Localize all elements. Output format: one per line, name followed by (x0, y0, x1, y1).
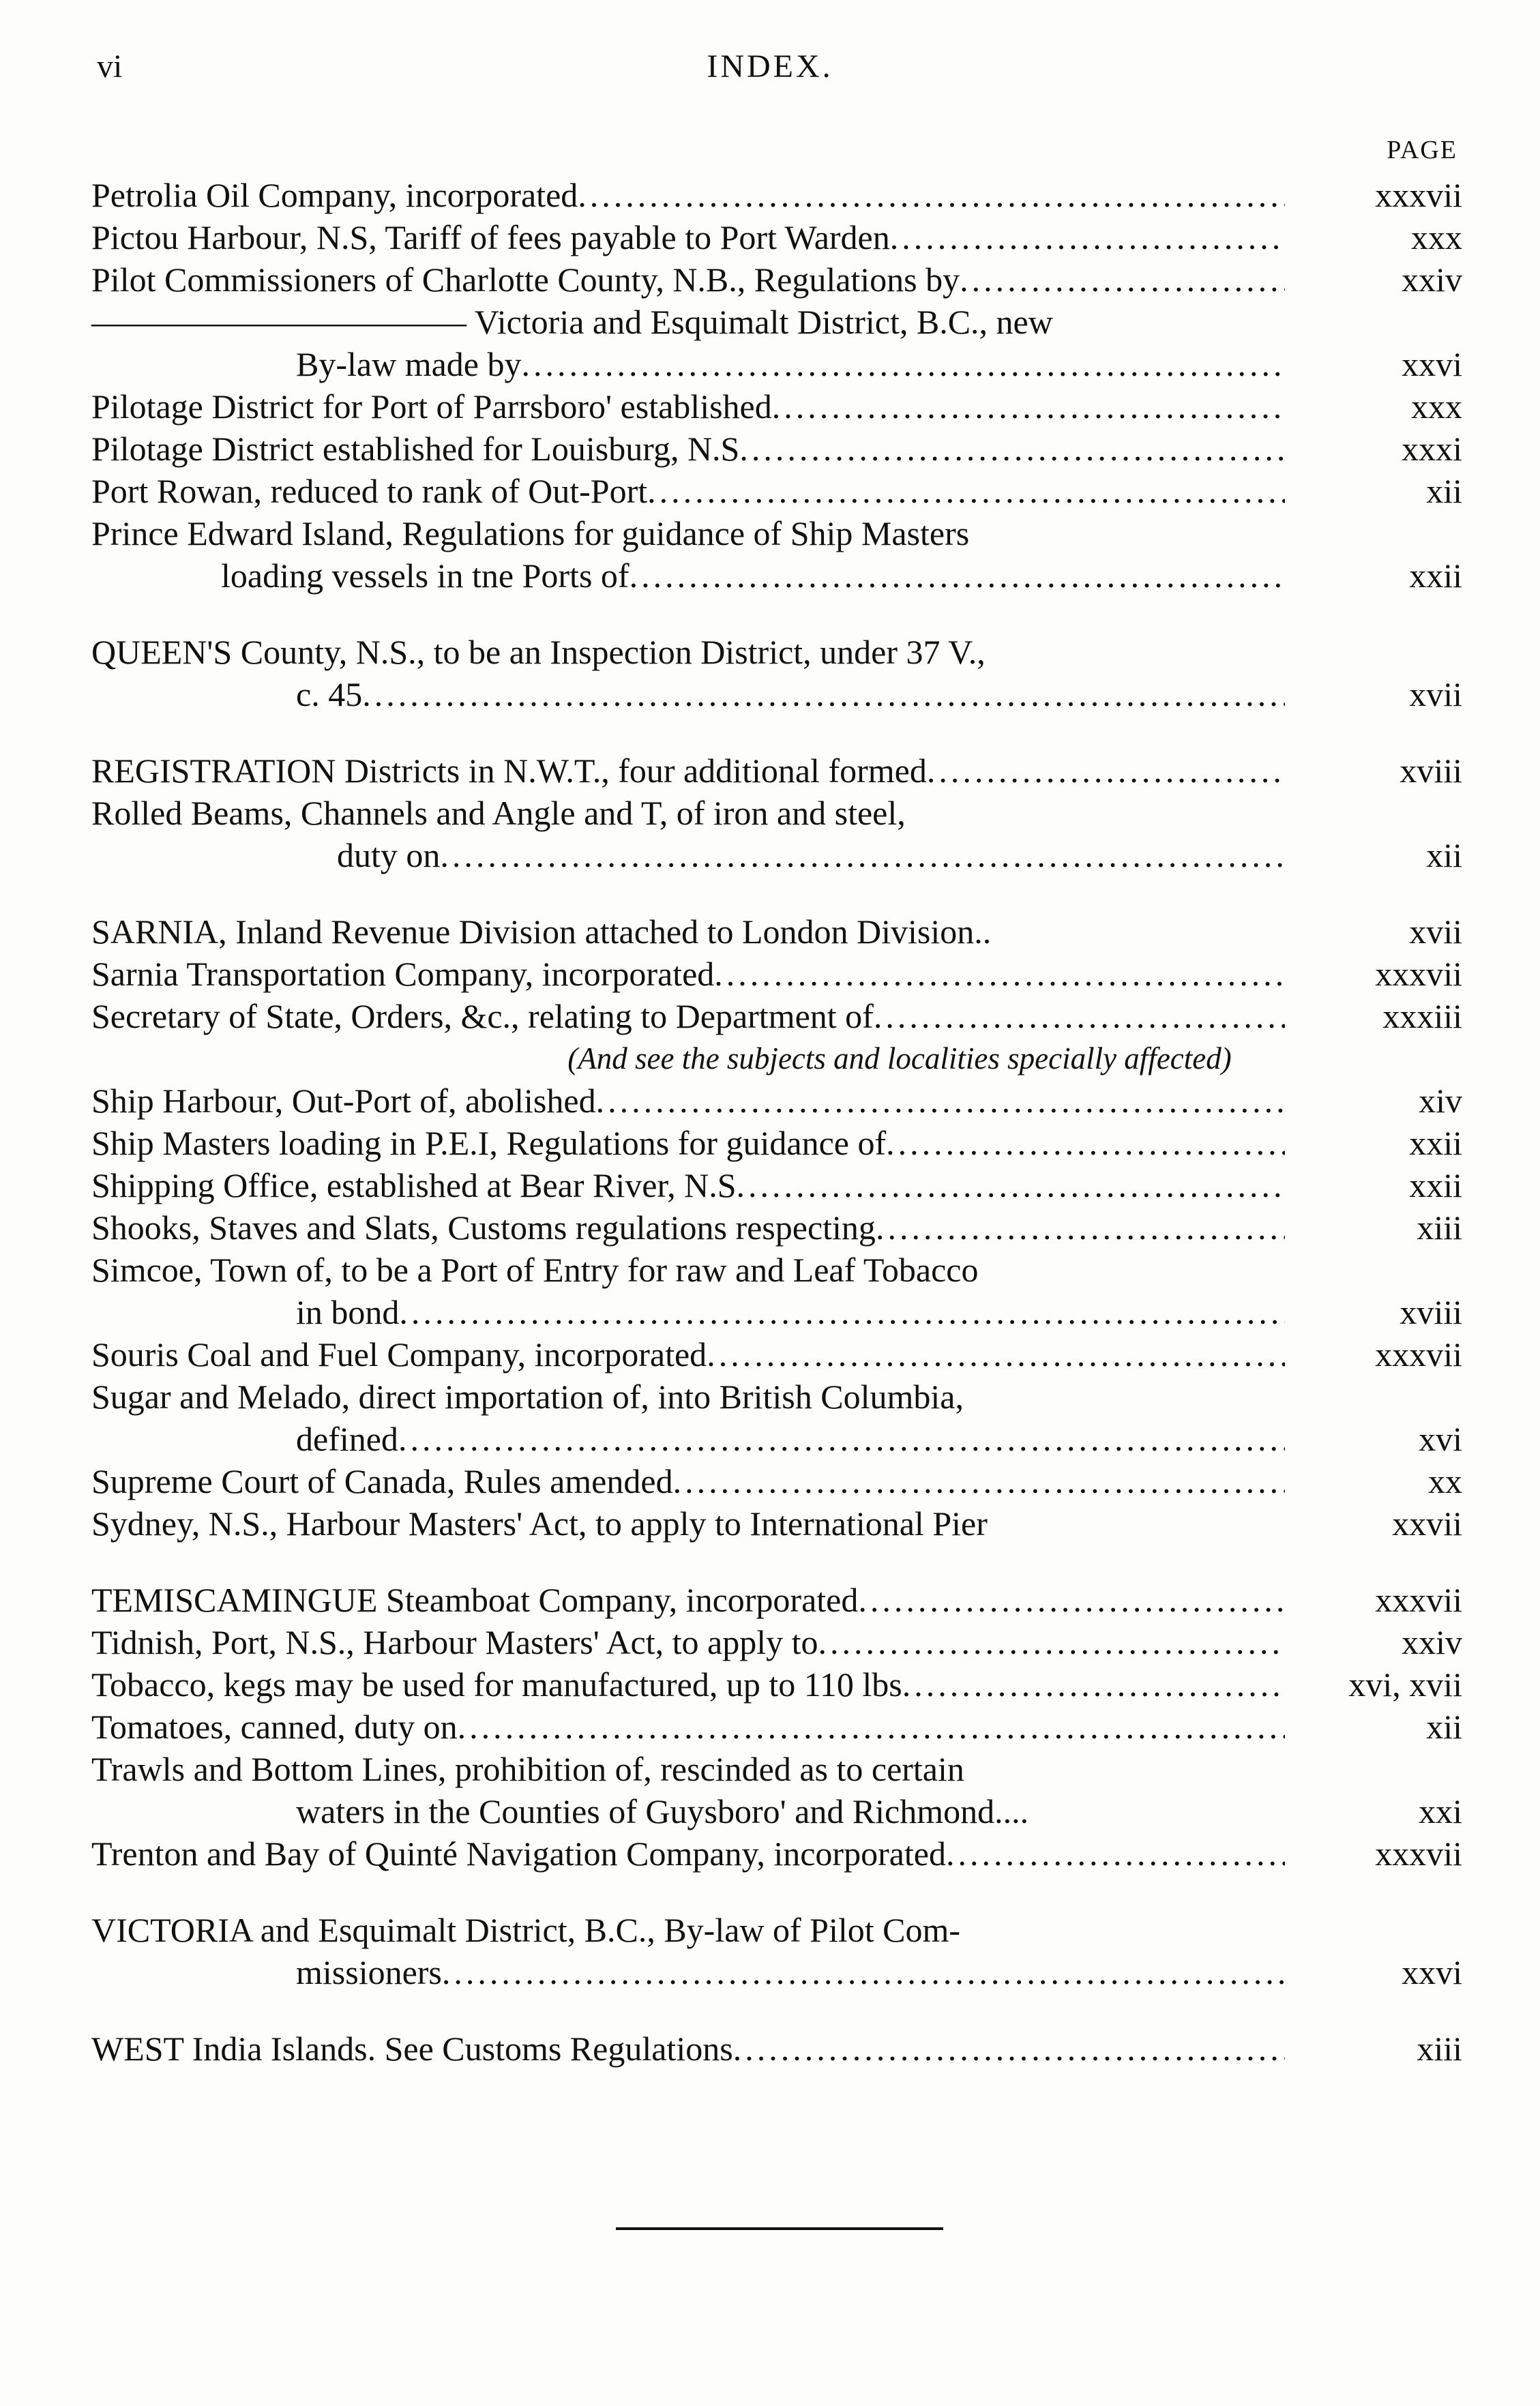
index-entry (91, 1037, 1462, 1080)
entry-text-wrap (91, 301, 1285, 343)
page-reference: xxx (1411, 387, 1462, 426)
entry-text-wrap (91, 1037, 1285, 1080)
page-reference: xvi, xvii (1348, 1665, 1462, 1704)
page-reference: xxxi (1402, 430, 1462, 468)
page-reference: xxxvii (1375, 1335, 1462, 1373)
entry-text-wrap (91, 2028, 1285, 2070)
entry-text: Pictou Harbour, N.S, Tariff of fees payable to Port Warden (91, 218, 890, 256)
entry-text: Prince Edward Island, Regulations for guidance of Ship Masters (91, 514, 970, 552)
entry-text: VICTORIA and Esquimalt District, B.C., By-law of Pilot Com- (91, 1911, 961, 1949)
entry-text: Rolled Beams, Channels and Angle and T, of iron and steel, (91, 794, 906, 832)
dot-leader (521, 343, 1285, 385)
dot-leader (902, 1663, 1285, 1706)
index-entry (91, 512, 1462, 554)
entry-text-wrap (91, 554, 1285, 597)
page-reference: xiv (1419, 1082, 1462, 1120)
index-entry (91, 1621, 1462, 1663)
dot-leader (362, 673, 1285, 715)
dot-leader (578, 174, 1285, 216)
index-entries (91, 174, 1462, 2070)
dot-leader (398, 1418, 1285, 1460)
entry-text: Supreme Court of Canada, Rules amended (91, 1462, 673, 1500)
entry-text: Port Rowan, reduced to rank of Out-Port (91, 472, 648, 510)
page-reference: xviii (1400, 1293, 1462, 1331)
index-entry (91, 1418, 1462, 1460)
entry-text-wrap (91, 1080, 1285, 1122)
dot-leader (737, 1164, 1285, 1206)
dot-leader (440, 834, 1285, 876)
index-entry (91, 1706, 1462, 1748)
page-reference: xxvi (1402, 345, 1462, 383)
entry-text: waters in the Counties of Guysboro' and Richmond.... (296, 1792, 1029, 1830)
entry-text: in bond (296, 1293, 400, 1331)
entry-text: Tomatoes, canned, duty on (91, 1708, 458, 1746)
page-reference: xxvii (1392, 1504, 1462, 1543)
entry-text-wrap (91, 216, 1285, 258)
closing-rule (616, 2227, 943, 2230)
entry-text: TEMISCAMINGUE Steamboat Company, incorporated (91, 1581, 859, 1619)
entry-text-wrap (91, 910, 1285, 953)
page-reference: xxvi (1402, 1953, 1462, 1991)
index-entry (91, 554, 1462, 597)
dot-leader (733, 2028, 1285, 2070)
index-entry (91, 1249, 1462, 1291)
dot-leader (772, 385, 1285, 428)
dot-leader (960, 258, 1285, 301)
page-reference: xii (1426, 836, 1462, 874)
entry-text-wrap (91, 1333, 1285, 1376)
dot-leader (739, 428, 1285, 470)
entry-text-wrap (91, 1832, 1285, 1875)
entry-text-wrap (91, 1951, 1285, 1993)
entry-text: Sarnia Transportation Company, incorporated (91, 955, 715, 993)
index-entry (91, 792, 1462, 834)
entry-text-wrap (91, 1621, 1285, 1663)
entry-text: Souris Coal and Fuel Company, incorporated (91, 1335, 707, 1373)
dot-leader (714, 953, 1285, 995)
entry-text-wrap (91, 1748, 1285, 1790)
index-entry (91, 343, 1462, 385)
entry-text-wrap (91, 1706, 1285, 1748)
index-entry (91, 1502, 1462, 1545)
page-reference: xxxiii (1382, 997, 1462, 1035)
page-reference: xxxvii (1375, 1581, 1462, 1619)
page-reference: xiii (1417, 2030, 1462, 2068)
entry-text: Simcoe, Town of, to be a Port of Entry for raw and Leaf Tobacco (91, 1251, 979, 1289)
dot-leader (858, 1579, 1285, 1621)
index-entry (91, 834, 1462, 876)
entry-text-wrap (91, 258, 1285, 301)
page-reference: xxii (1409, 556, 1462, 595)
index-entry (91, 1206, 1462, 1249)
entry-text: Tidnish, Port, N.S., Harbour Masters' Act, to apply to (91, 1623, 818, 1661)
entry-text-wrap (91, 995, 1285, 1037)
entry-text: Petrolia Oil Company, incorporated (91, 176, 578, 214)
entry-text-wrap (91, 1909, 1285, 1951)
entry-text: Tobacco, kegs may be used for manufactured, up to 110 lbs (91, 1665, 902, 1704)
entry-text-wrap (91, 1460, 1285, 1502)
index-entry (91, 1748, 1462, 1790)
entry-text-wrap (91, 749, 1285, 792)
entry-text-wrap (91, 1418, 1285, 1460)
dot-leader (818, 1621, 1285, 1663)
index-entry (91, 1460, 1462, 1502)
entry-text: Ship Masters loading in P.E.I, Regulations for guidance of (91, 1124, 887, 1162)
page-reference: xvi (1419, 1420, 1462, 1458)
index-entry (91, 1951, 1462, 1993)
page-title: INDEX. (707, 48, 833, 85)
index-entry (91, 631, 1462, 673)
dot-leader (890, 216, 1285, 258)
index-entry (91, 1291, 1462, 1333)
index-entry (91, 1663, 1462, 1706)
page-folio: vi (97, 48, 123, 85)
page-reference: xxx (1411, 218, 1462, 256)
entry-text: QUEEN'S County, N.S., to be an Inspection District, under 37 V., (91, 633, 986, 671)
page-reference: xii (1426, 472, 1462, 510)
entry-text-wrap (91, 1206, 1285, 1249)
index-entry (91, 1080, 1462, 1122)
page-reference: xvii (1409, 675, 1462, 713)
entry-text-wrap (91, 673, 1285, 715)
index-entry (91, 428, 1462, 470)
entry-text-wrap (91, 174, 1285, 216)
dot-leader (874, 995, 1285, 1037)
entry-text-wrap (91, 631, 1285, 673)
entry-text: REGISTRATION Districts in N.W.T., four additional formed (91, 752, 927, 790)
entry-text: Shipping Office, established at Bear River, N.S (91, 1166, 737, 1204)
entry-text: Sydney, N.S., Harbour Masters' Act, to apply to International Pier (91, 1504, 988, 1543)
index-entry (91, 385, 1462, 428)
entry-text: Secretary of State, Orders, &c., relating to Department of (91, 997, 874, 1035)
index-entry (91, 910, 1462, 953)
page-reference: xii (1426, 1708, 1462, 1746)
entry-text-wrap (91, 1164, 1285, 1206)
page-reference: xxxvii (1375, 955, 1462, 993)
page-reference: xxii (1409, 1124, 1462, 1162)
cross-reference-note: (And see the subjects and localities specially affected) (567, 1041, 1232, 1075)
index-entry (91, 174, 1462, 216)
index-entry (91, 1333, 1462, 1376)
entry-text: SARNIA, Inland Revenue Division attached to London Division.. (91, 912, 992, 951)
entry-text-wrap (91, 1122, 1285, 1164)
page-column-heading: PAGE (1387, 136, 1457, 164)
entry-text: By-law made by (296, 345, 522, 383)
entry-text: Trenton and Bay of Quinté Navigation Company, incorporated (91, 1835, 947, 1873)
index-entry (91, 1122, 1462, 1164)
dot-leader (707, 1333, 1285, 1376)
entry-text-wrap (91, 834, 1285, 876)
entry-text: Trawls and Bottom Lines, prohibition of, rescinded as to certain (91, 1750, 964, 1788)
dot-leader (596, 1080, 1285, 1122)
page-reference: xxiv (1402, 261, 1462, 299)
entry-text-wrap (91, 428, 1285, 470)
entry-text: defined (296, 1420, 398, 1458)
entry-text: Pilotage District for Port of Parrsboro' established (91, 387, 772, 426)
dot-leader (886, 1122, 1285, 1164)
index-entry (91, 995, 1462, 1037)
dot-leader (876, 1206, 1285, 1249)
dot-leader (442, 1951, 1285, 1993)
dot-leader (673, 1460, 1285, 1502)
dot-leader (399, 1291, 1285, 1333)
entry-text: loading vessels in tne Ports of (221, 556, 630, 595)
dot-leader (946, 1832, 1285, 1875)
index-entry (91, 2028, 1462, 2070)
entry-text: Ship Harbour, Out-Port of, abolished (91, 1082, 596, 1120)
entry-text: c. 45 (296, 675, 363, 713)
entry-text-wrap (91, 343, 1285, 385)
entry-text-wrap (91, 1790, 1285, 1832)
entry-text-wrap (91, 470, 1285, 512)
page-reference: xx (1428, 1462, 1462, 1500)
index-entry (91, 673, 1462, 715)
page-reference: xxiv (1402, 1623, 1462, 1661)
entry-text-wrap (91, 512, 1285, 554)
page-reference: xiii (1417, 1208, 1462, 1247)
entry-text: Pilot Commissioners of Charlotte County, N.B., Regulations by (91, 261, 960, 299)
entry-text: duty on (337, 836, 441, 874)
index-entry (91, 470, 1462, 512)
entry-text-wrap (91, 1376, 1285, 1418)
page-reference: xxxvii (1375, 176, 1462, 214)
index-entry (91, 258, 1462, 301)
index-entry (91, 1376, 1462, 1418)
index-entry (91, 749, 1462, 792)
page-reference: xxii (1409, 1166, 1462, 1204)
entry-text: Sugar and Melado, direct importation of, into British Columbia, (91, 1378, 964, 1416)
entry-text-wrap (91, 1291, 1285, 1333)
index-entry (91, 1909, 1462, 1951)
entry-text: Pilotage District established for Louisburg, N.S (91, 430, 740, 468)
entry-text-wrap (91, 1663, 1285, 1706)
entry-text-wrap (91, 1502, 1285, 1545)
dot-leader (630, 554, 1285, 597)
entry-text-wrap (91, 792, 1285, 834)
index-entry (91, 216, 1462, 258)
index-entry (91, 1579, 1462, 1621)
entry-text: Shooks, Staves and Slats, Customs regulations respecting (91, 1208, 876, 1247)
index-entry (91, 953, 1462, 995)
dot-leader (927, 749, 1285, 792)
dot-leader (458, 1706, 1285, 1748)
page-reference: xxi (1419, 1792, 1462, 1830)
index-entry (91, 1164, 1462, 1206)
index-entry (91, 1790, 1462, 1832)
page-reference: xxxvii (1375, 1835, 1462, 1873)
entry-text: missioners (296, 1953, 442, 1991)
page-reference: xvii (1409, 912, 1462, 951)
entry-text: WEST India Islands. See Customs Regulations (91, 2030, 733, 2068)
entry-text-wrap (91, 953, 1285, 995)
entry-text-wrap (91, 385, 1285, 428)
index-entry (91, 301, 1462, 343)
entry-text: ——————————— Victoria and Esquimalt District, B.C., new (91, 303, 1053, 341)
entry-text-wrap (91, 1249, 1285, 1291)
page-reference: xviii (1400, 752, 1462, 790)
index-entry (91, 1832, 1462, 1875)
entry-text-wrap (91, 1579, 1285, 1621)
dot-leader (647, 470, 1285, 512)
